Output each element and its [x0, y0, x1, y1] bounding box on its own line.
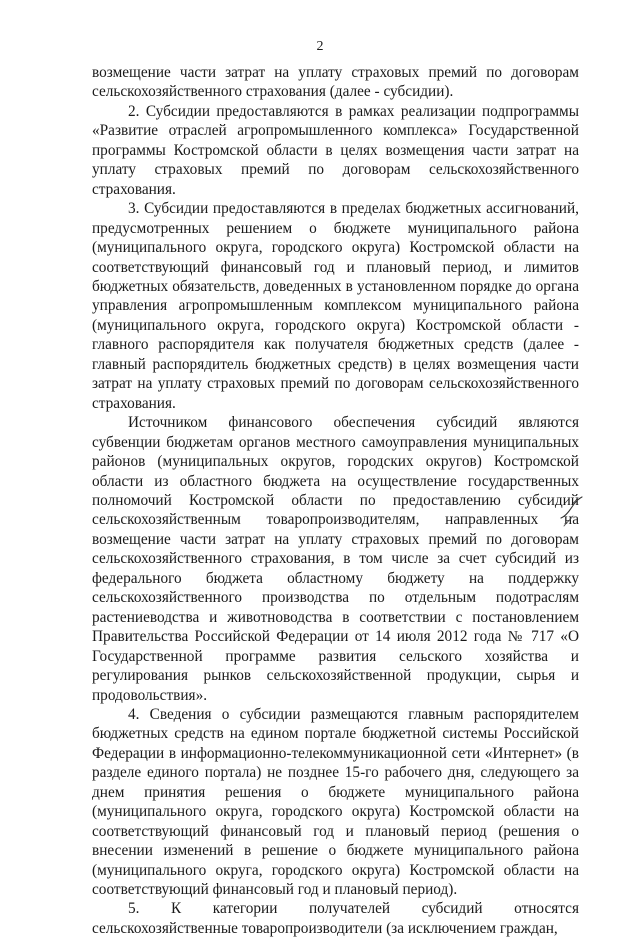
document-body — [92, 63, 579, 938]
paragraph-item-4: 4. Сведения о субсидии размещаются главным распорядителем бюджетных средств на едином портале бюджетной системы Российской Федерации в информационно-телекоммуникационной сети «Интернет» (в разделе единого портала) не позднее 15-го рабочего дня, следующего за днем принятия решения о бюджете муниципального района (муниципального округа, городского округа) Костромской области на соответствующий финансовый год и плановый период (решения о внесении изменений в решение о бюджете муниципального района (муниципального округа, городского округа) Костромской области на соответствующий финансовый год и плановый период). — [92, 705, 579, 899]
page-number: 2 — [316, 39, 324, 54]
paragraph-item-2: 2. Субсидии предоставляются в рамках реализации подпрограммы «Развитие отраслей агропромышленного комплекса» Государственной программы Костромской области в целях возмещения части затрат на уплату страховых премий по договорам сельскохозяйственного страхования. — [92, 102, 579, 198]
paragraph-item-5: 5. К категории получателей субсидий относятся сельскохозяйственные товаропроизводители (за исключением граждан, — [92, 900, 579, 937]
paragraph-item-3: 3. Субсидии предоставляются в пределах бюджетных ассигнований, предусмотренных решением о бюджете муниципального района (муниципального округа, городского округа) Костромской области на соответствующий финансовый год и плановый период, и лимитов бюджетных обязательств, доведенных в установленном порядке до органа управления агропромышленным комплексом муниципального района (муниципального округа, городского округа) Костромской области - главного распорядителя как получателя бюджетных средств (далее - главный распорядитель бюджетных средств) в целях возмещения части затрат на уплату страховых премий по договорам сельскохозяйственного страхования. — [92, 200, 579, 412]
paragraph-continuation: возмещение части затрат на уплату страховых премий по договорам сельскохозяйственного страхования (далее - субсидии). — [92, 64, 579, 101]
paragraph-funding-source: Источником финансового обеспечения субсидий являются субвенции бюджетам органов местного самоуправления муниципальных районов (муниципальных округов, городских округов) Костромской области из областного бюджета на осуществление государственных полномочий Костромской области по предоставлению субсидий сельскохозяйственным товаропроизводителям, направленных на возмещение части затрат на уплату страховых премий по договорам сельскохозяйственного страхования, в том числе за счет субсидий из федерального бюджета областному бюджету на поддержку сельскохозяйственного производства по отдельным подотраслям растениеводства и животноводства в соответствии с постановлением Правительства Российской Федерации от 14 июля 2012 года № 717 «О Государственной программе развития сельского хозяйства и регулирования рынков сельскохозяйственной продукции, сырья и продовольствия». — [92, 414, 579, 704]
